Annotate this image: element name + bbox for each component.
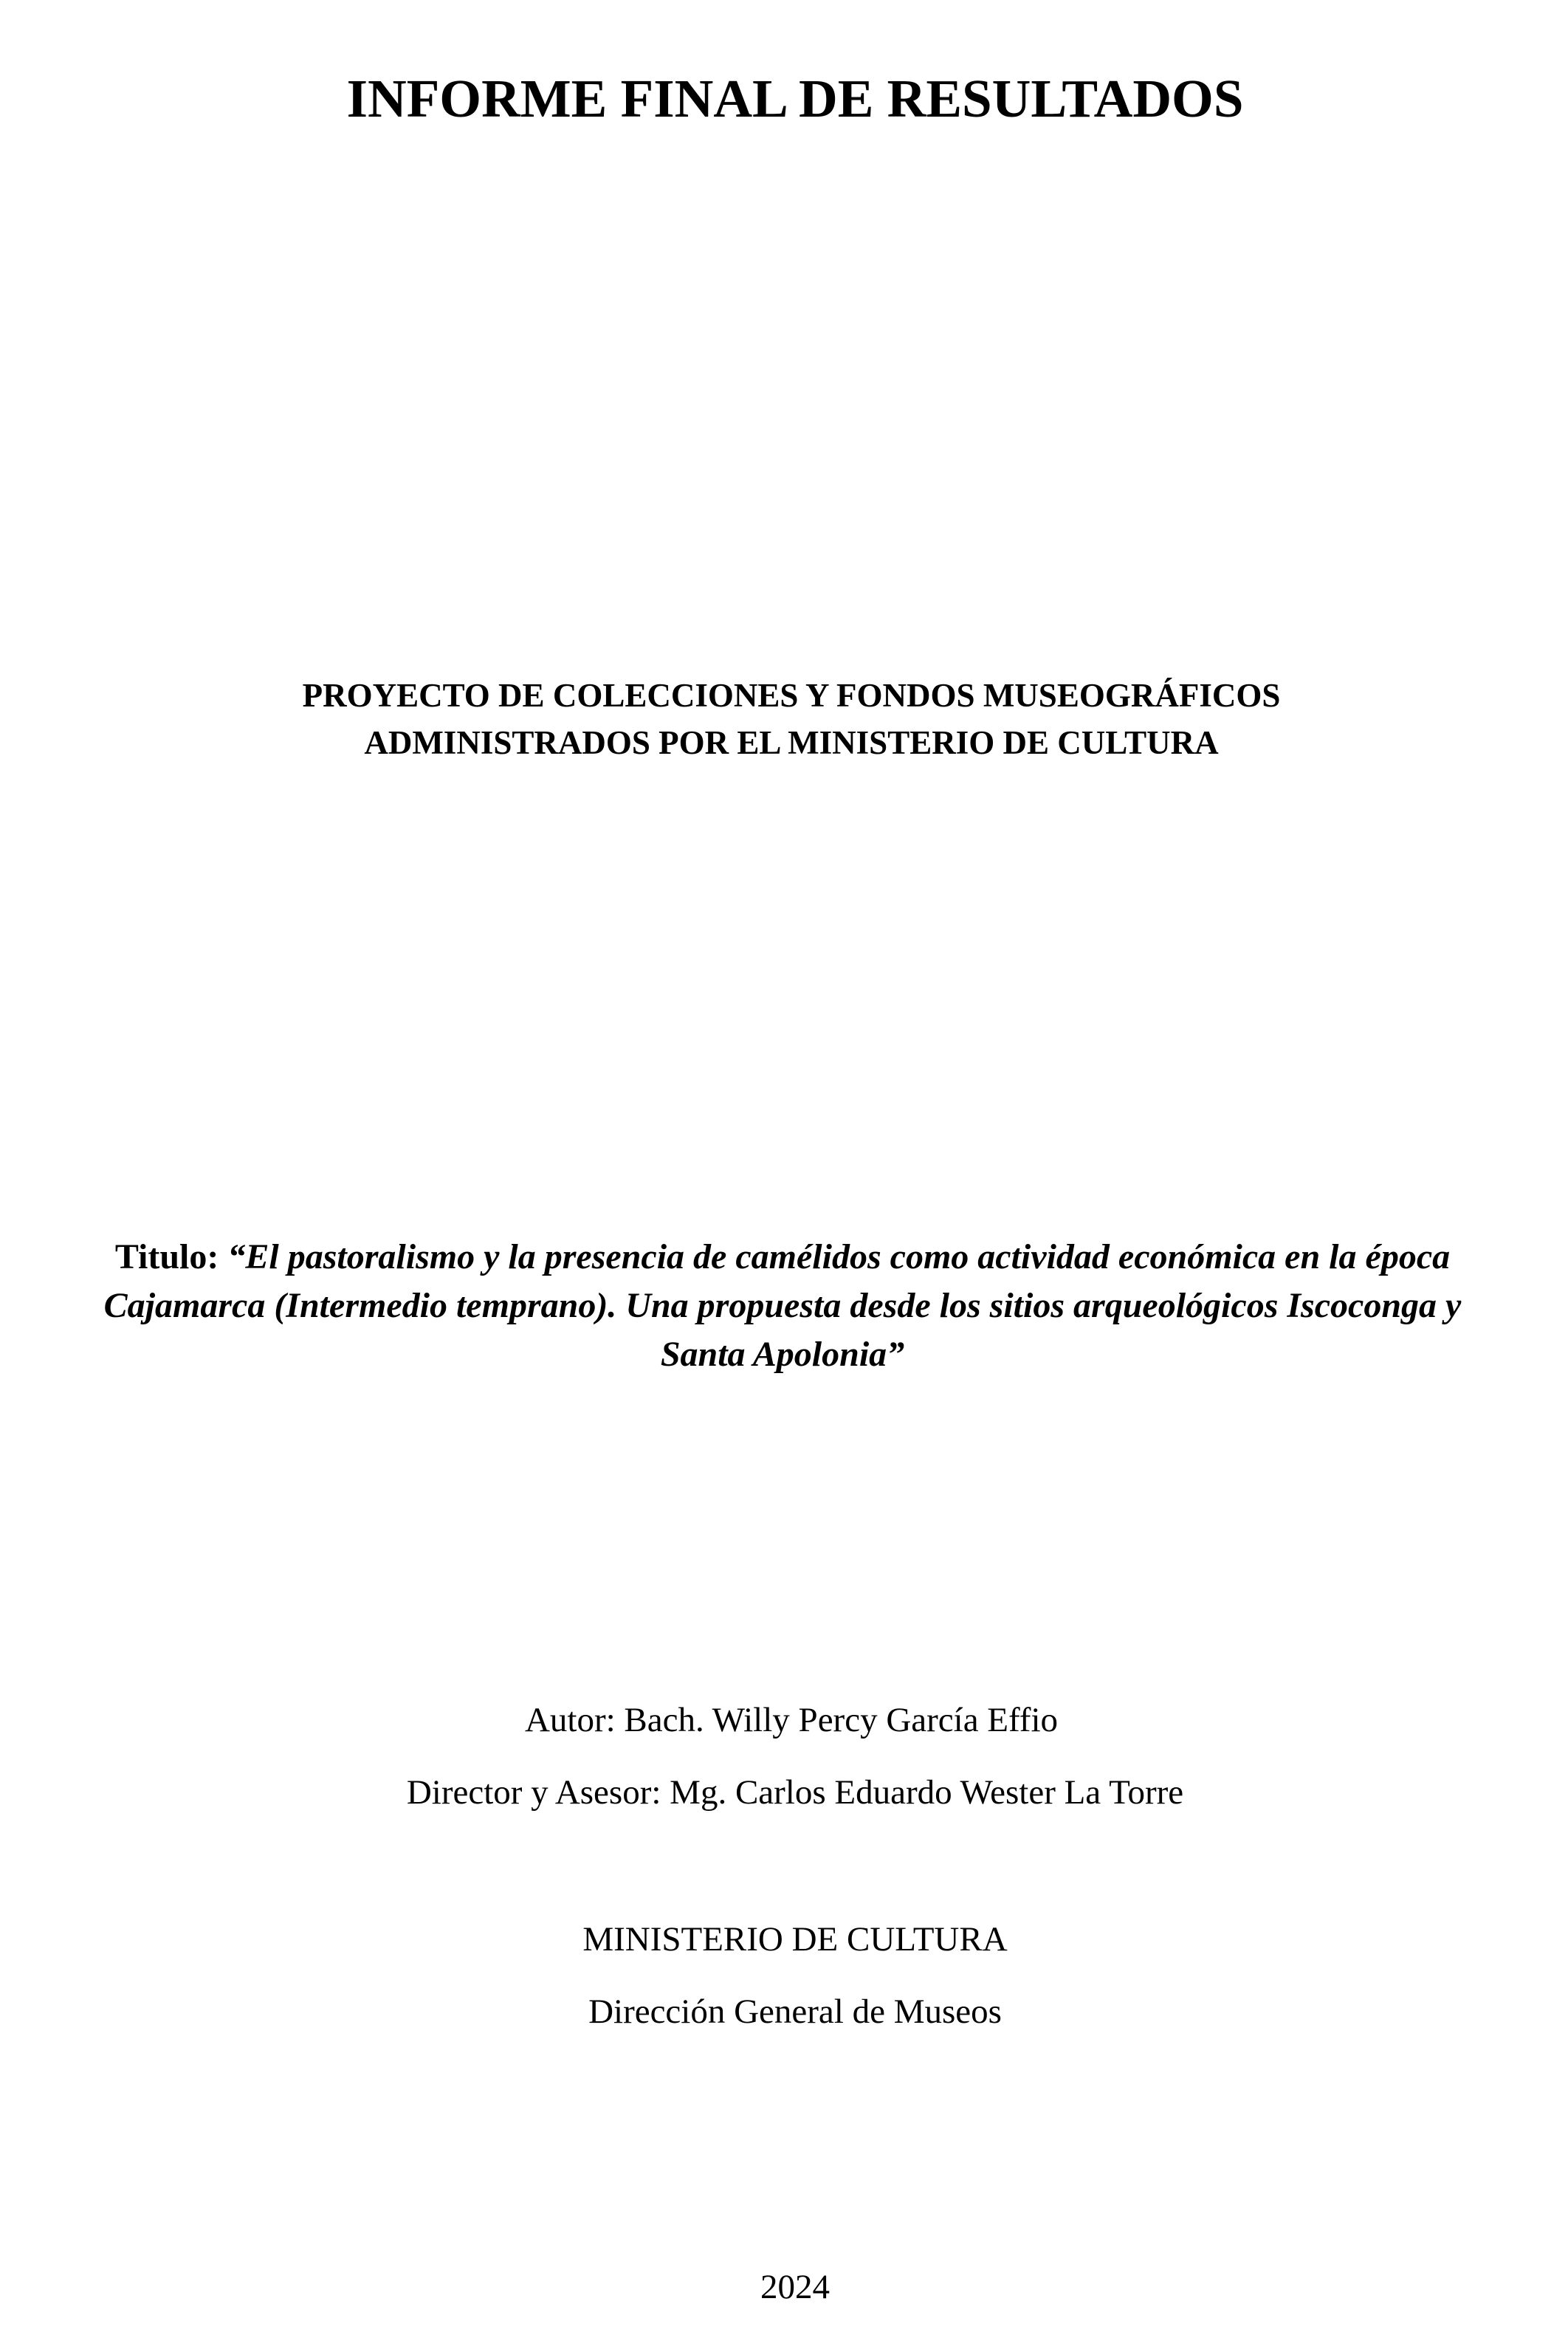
project-heading-line-1: PROYECTO DE COLECCIONES Y FONDOS MUSEOGRÁFICOS (302, 677, 1281, 714)
publication-year: 2024 (760, 2268, 830, 2306)
project-heading-line-2: ADMINISTRADOS POR EL MINISTERIO DE CULTURA (364, 724, 1219, 761)
ministry-name: MINISTERIO DE CULTURA (582, 1920, 1008, 1959)
project-heading (7, 672, 1568, 766)
study-title (103, 1233, 1462, 1379)
study-title-label: Titulo: (114, 1237, 228, 1276)
study-title-text: “El pastoralismo y la presencia de camélidos como actividad económica en la época Cajamarca (Intermedio temprano). Una propuesta desde los sitios arqueológicos Iscoconga y Santa Apolonia” (103, 1237, 1462, 1374)
directorate-name: Dirección General de Museos (588, 1992, 1002, 2031)
director-line: Director y Asesor: Mg. Carlos Eduardo Wester La Torre (406, 1773, 1184, 1812)
report-title: INFORME FINAL DE RESULTADOS (346, 69, 1244, 128)
author-line: Autor: Bach. Willy Percy García Effio (524, 1701, 1059, 1739)
